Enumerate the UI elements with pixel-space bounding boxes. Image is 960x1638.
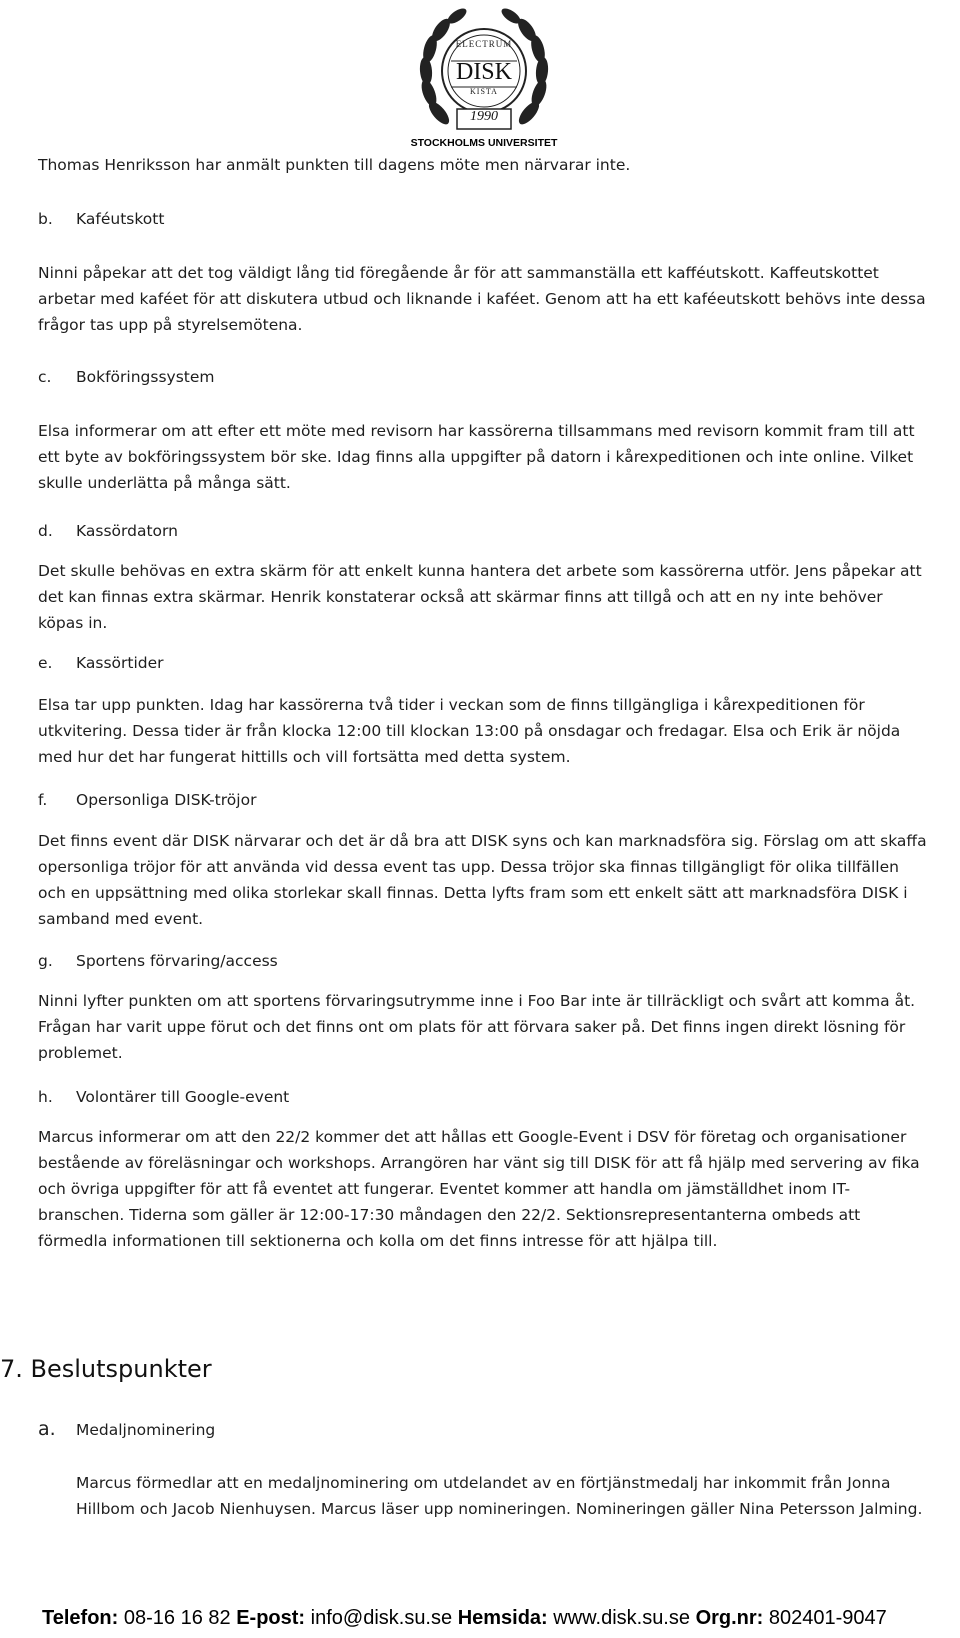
intro-paragraph: Thomas Henriksson har anmält punkten till dagens möte men närvarar inte. (38, 156, 631, 174)
logo-ring-top: ELECTRUM (455, 39, 513, 49)
logo-ring-bottom: KISTA (470, 87, 498, 96)
item-letter: e. (38, 654, 53, 672)
item-letter: b. (38, 210, 53, 228)
item-heading-h (38, 1084, 289, 1110)
item-heading-g (38, 948, 278, 974)
item-title: Opersonliga DISK-tröjor (76, 791, 257, 809)
item-title: Sportens förvaring/access (76, 952, 278, 970)
item-title: Kassörtider (76, 654, 164, 672)
item-text-e: Elsa tar upp punkten. Idag har kassörerna två tider i veckan som de finns tillgängliga i kårexpeditionen för utkvitering. Dessa tider är från klocka 12:00 till klockan 13:00 på onsdagar och fredagar. Elsa och Erik är nöjda med hur det har fungerat hittills och vill fortsätta med detta system. (38, 696, 901, 766)
item-text-b: Ninni påpekar att det tog väldigt lång tid föregående år för att sammanställa ett kafféutskott. Kaffeutskottet arbetar med kaféet för att diskutera utbud och liknande i kaféet. Genom att ha ett kaféeutskott behövs inte dessa frågor tas upp på styrelsemötena. (38, 264, 926, 334)
item-letter: d. (38, 522, 53, 540)
org-number-value: 802401-9047 (768, 1607, 887, 1629)
org-number-label: Org.nr: (695, 1607, 764, 1629)
decision-letter: a. (38, 1418, 56, 1440)
item-text-h: Marcus informerar om att den 22/2 kommer det att hållas ett Google-Event i DSV för företag och organisationer bestående av föreläsningar och workshops. Arrangören har vänt sig till DISK för att få hjälp med servering av fika och övriga uppgifter för att få eventet att fungerar. Eventet kommer att handla om jämställdhet inom IT-branschen. Tiderna som gäller är 12:00-17:30 måndagen den 22/2. Sektionsrepresentanterna ombeds att förmedla informationen till sektionerna och kolla om det finns intresse för att hjälpa till. (38, 1128, 920, 1250)
item-heading-f (38, 787, 256, 813)
decision-text-a: Marcus förmedlar att en medaljnominering om utdelandet av en förtjänstmedalj har inkommit från Jonna Hillbom och Jacob Nienhuysen. Marcus läser upp nomineringen. Nomineringen gäller Nina Petersson Jalming. (76, 1474, 923, 1518)
phone-value: 08-16 16 82 (123, 1607, 231, 1629)
item-heading-c (38, 364, 215, 390)
phone-label: Telefon: (42, 1607, 119, 1629)
item-title: Volontärer till Google-event (76, 1088, 290, 1106)
email-label: E-post: (236, 1607, 306, 1629)
item-title: Kaféutskott (76, 210, 165, 228)
logo-year: 1990 (470, 109, 498, 124)
item-title: Kassördatorn (76, 522, 178, 540)
contact-footer (42, 1605, 942, 1631)
item-heading-b (38, 206, 164, 232)
item-heading-d (38, 518, 178, 544)
decision-heading-a (38, 1416, 215, 1443)
item-letter: c. (38, 368, 52, 386)
item-text-g: Ninni lyfter punkten om att sportens förvaringsutrymme inne i Foo Bar inte är tillräckligt och svårt att komma åt. Frågan har varit uppe förut och det finns ont om plats för att förvara saker på. Det finns ingen direkt lösning för problemet. (38, 992, 916, 1062)
item-letter: h. (38, 1088, 53, 1106)
item-letter: g. (38, 952, 53, 970)
item-letter: f. (38, 791, 48, 809)
section-heading: 7. Beslutspunkter (0, 1355, 212, 1383)
item-text-c: Elsa informerar om att efter ett möte med revisorn har kassörerna tillsammans med revisorn kommit fram till att ett byte av bokföringssystem bör ske. Idag finns alla uppgifter på datorn i kårexpeditionen och inte online. Vilket skulle underlätta på många sätt. (38, 422, 915, 492)
item-text-d: Det skulle behövas en extra skärm för att enkelt kunna hantera det arbete som kassörerna utför. Jens påpekar att det kan finnas extra skärmar. Henrik konstaterar också att skärmar finns att tillgå och att en ny inte behöver köpas in. (38, 562, 922, 632)
logo-university: STOCKHOLMS UNIVERSITET (410, 137, 558, 149)
disk-logo (399, 3, 569, 153)
item-title: Bokföringssystem (76, 368, 215, 386)
logo-name: DISK (455, 59, 512, 85)
website-label: Hemsida: (457, 1607, 548, 1629)
email-value: info@disk.su.se (310, 1607, 453, 1629)
decision-title: Medaljnominering (76, 1421, 216, 1439)
website-value: www.disk.su.se (553, 1607, 690, 1629)
item-heading-e (38, 650, 164, 676)
item-text-f: Det finns event där DISK närvarar och det är då bra att DISK syns och kan marknadsföra sig. Förslag om att skaffa opersonliga tröjor för att använda vid dessa event tas upp. Dessa tröjor ska finnas tillgängligt för olika tillfällen och en uppsättning med olika storlekar skall finnas. Detta lyfts fram som ett enkelt sätt att marknadsföra DISK i samband med event. (38, 832, 927, 928)
